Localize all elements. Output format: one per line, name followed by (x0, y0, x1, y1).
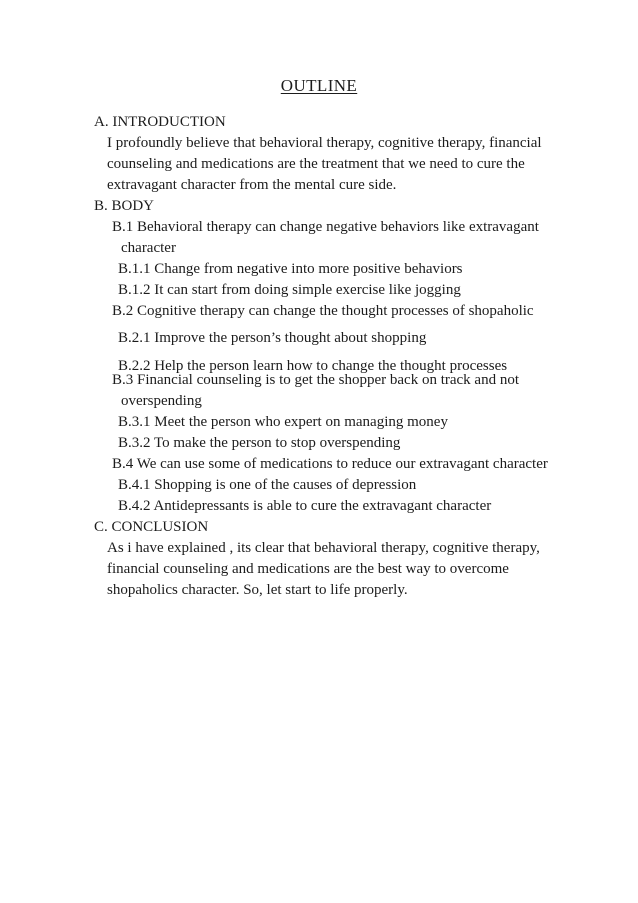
subitem-b1-2-text: It can start from doing simple exercise like jogging (154, 282, 461, 298)
item-b2-label: B.2 (112, 303, 134, 319)
item-b3-label: B.3 (112, 372, 134, 388)
section-b-heading-row (94, 196, 559, 217)
outline-item-b3 (112, 370, 559, 412)
item-b1-label: B.1 (112, 219, 134, 235)
subitem-b1-1-text: Change from negative into more positive behaviors (154, 261, 463, 277)
outline-subitem-b1-2 (118, 280, 559, 301)
subitem-b2-2-text: Help the person learn how to change the thought processes (154, 358, 508, 374)
item-b2-text: Cognitive therapy can change the thought processes of shopaholic (137, 303, 534, 319)
subitem-b1-1-label: B.1.1 (118, 261, 151, 277)
subitem-b2-1-label: B.2.1 (118, 330, 151, 346)
subitem-b4-1-label: B.4.1 (118, 477, 151, 493)
item-b4-text: We can use some of medications to reduce our extravagant character (136, 456, 548, 472)
outline-subitem-b3-1 (118, 412, 559, 433)
section-c-label: C. (94, 519, 108, 535)
document-header (0, 0, 638, 98)
section-a-heading: INTRODUCTION (112, 114, 226, 130)
section-c-heading: CONCLUSION (111, 519, 209, 535)
section-c-heading-row (94, 517, 559, 538)
section-c-paragraph: As i have explained , its clear that behavioral therapy, cognitive therapy, financial counseling and medications are the best way to overcome shopaholics character. So, let start to life properly. (107, 540, 540, 598)
outline-subitem-b4-1 (118, 475, 559, 496)
section-a-heading-row (94, 112, 559, 133)
section-a-paragraph: I profoundly believe that behavioral therapy, cognitive therapy, financial counseling and medications are the treatment that we need to cure the extravagant character from the mental cure side. (107, 135, 542, 193)
outline-item-b4 (112, 454, 559, 475)
subitem-b3-2-label: B.3.2 (118, 435, 151, 451)
outline-item-b1 (112, 217, 559, 259)
item-b3-text: Financial counseling is to get the shopper back on track and not overspending (121, 372, 520, 409)
document-content (0, 112, 638, 601)
section-a-label: A. (94, 114, 109, 130)
subitem-b3-1-label: B.3.1 (118, 414, 151, 430)
subitem-b4-2-label: B.4.2 (118, 498, 151, 514)
outline-subitem-b1-1 (118, 259, 559, 280)
outline-item-b2 (112, 301, 559, 322)
outline-subitem-b3-2 (118, 433, 559, 454)
subitem-b4-2-text: Antidepressants is able to cure the extravagant character (153, 498, 492, 514)
section-b-heading: BODY (111, 198, 155, 214)
outline-subitem-b2-1 (118, 328, 559, 349)
section-b-label: B. (94, 198, 108, 214)
subitem-b2-2-label: B.2.2 (118, 358, 151, 374)
document-title: OUTLINE (280, 76, 358, 95)
outline-subitem-b4-2 (118, 496, 559, 517)
item-b1-text: Behavioral therapy can change negative behaviors like extravagant character (121, 219, 539, 256)
subitem-b4-1-text: Shopping is one of the causes of depression (154, 477, 417, 493)
subitem-b1-2-label: B.1.2 (118, 282, 151, 298)
subitem-b3-1-text: Meet the person who expert on managing money (154, 414, 448, 430)
item-b4-label: B.4 (112, 456, 134, 472)
subitem-b2-1-text: Improve the person’s thought about shopping (154, 330, 427, 346)
subitem-b3-2-text: To make the person to stop overspending (154, 435, 401, 451)
